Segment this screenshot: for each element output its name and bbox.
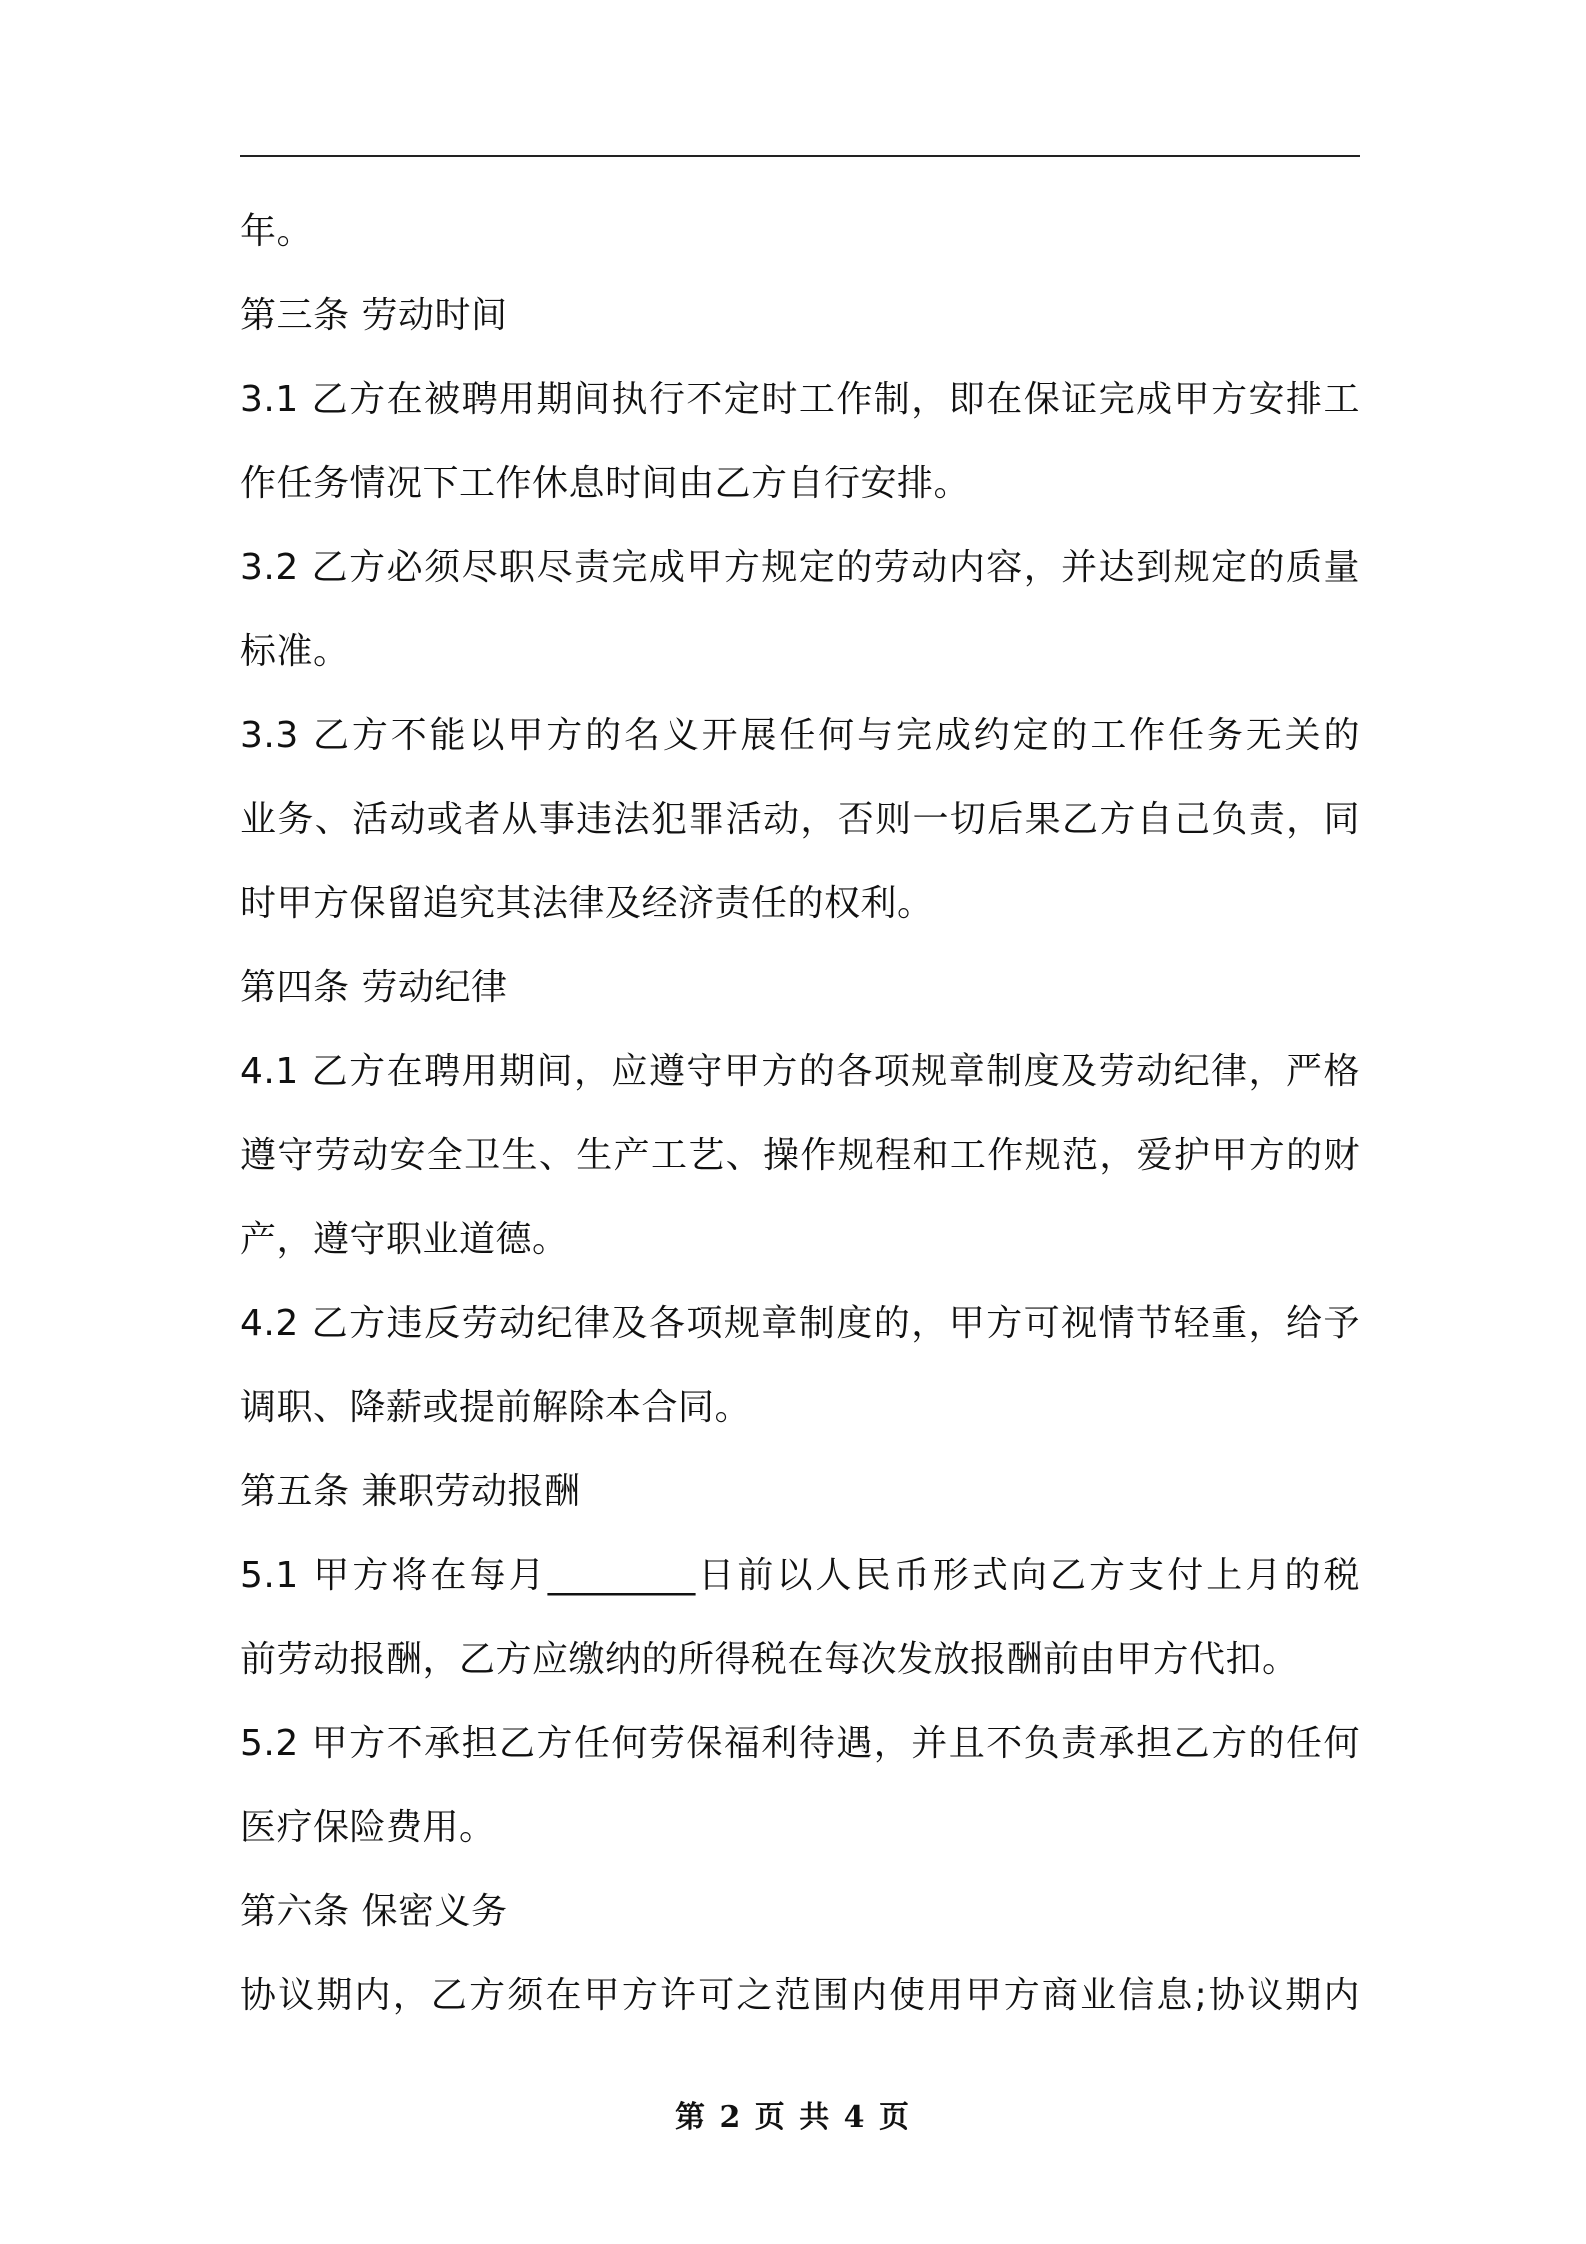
- text-line: 3.2 乙方必须尽职尽责完成甲方规定的劳动内容，并达到规定的质量: [240, 547, 1360, 588]
- text-line: 年。: [240, 211, 314, 252]
- text-line: 协议期内，乙方须在甲方许可之范围内使用甲方商业信息;协议期内: [240, 1975, 1360, 2016]
- text-line: 3.3 乙方不能以甲方的名义开展任何与完成约定的工作任务无关的: [240, 715, 1360, 756]
- text-line: 4.1 乙方在聘用期间，应遵守甲方的各项规章制度及劳动纪律，严格: [240, 1051, 1360, 1092]
- text-line: 5.1 甲方将在每月________日前以人民币形式向乙方支付上月的税: [240, 1555, 1360, 1596]
- text-line: 医疗保险费用。: [240, 1807, 496, 1848]
- text-line: 3.1 乙方在被聘用期间执行不定时工作制，即在保证完成甲方安排工: [240, 379, 1360, 420]
- text-line: 作任务情况下工作休息时间由乙方自行安排。: [240, 463, 971, 504]
- document-body: [240, 190, 1360, 2038]
- text-line: 5.2 甲方不承担乙方任何劳保福利待遇，并且不负责承担乙方的任何: [240, 1723, 1360, 1764]
- text-line: 业务、活动或者从事违法犯罪活动，否则一切后果乙方自己负责，同: [240, 799, 1360, 840]
- section-heading: 第三条 劳动时间: [240, 295, 508, 336]
- section-heading: 第六条 保密义务: [240, 1891, 508, 1932]
- section-heading: 第五条 兼职劳动报酬: [240, 1471, 581, 1512]
- page-number: 第 2 页 共 4 页: [675, 2100, 911, 2135]
- text-line: 遵守劳动安全卫生、生产工艺、操作规程和工作规范，爱护甲方的财: [240, 1135, 1360, 1176]
- text-line: 产，遵守职业道德。: [240, 1219, 569, 1260]
- text-line: 前劳动报酬，乙方应缴纳的所得税在每次发放报酬前由甲方代扣。: [240, 1639, 1299, 1680]
- section-heading: 第四条 劳动纪律: [240, 967, 508, 1008]
- text-line: 标准。: [240, 631, 350, 672]
- header-rule: [240, 155, 1360, 157]
- text-line: 时甲方保留追究其法律及经济责任的权利。: [240, 883, 934, 924]
- text-line: 调职、降薪或提前解除本合同。: [240, 1387, 752, 1428]
- text-line: 4.2 乙方违反劳动纪律及各项规章制度的，甲方可视情节轻重，给予: [240, 1303, 1360, 1344]
